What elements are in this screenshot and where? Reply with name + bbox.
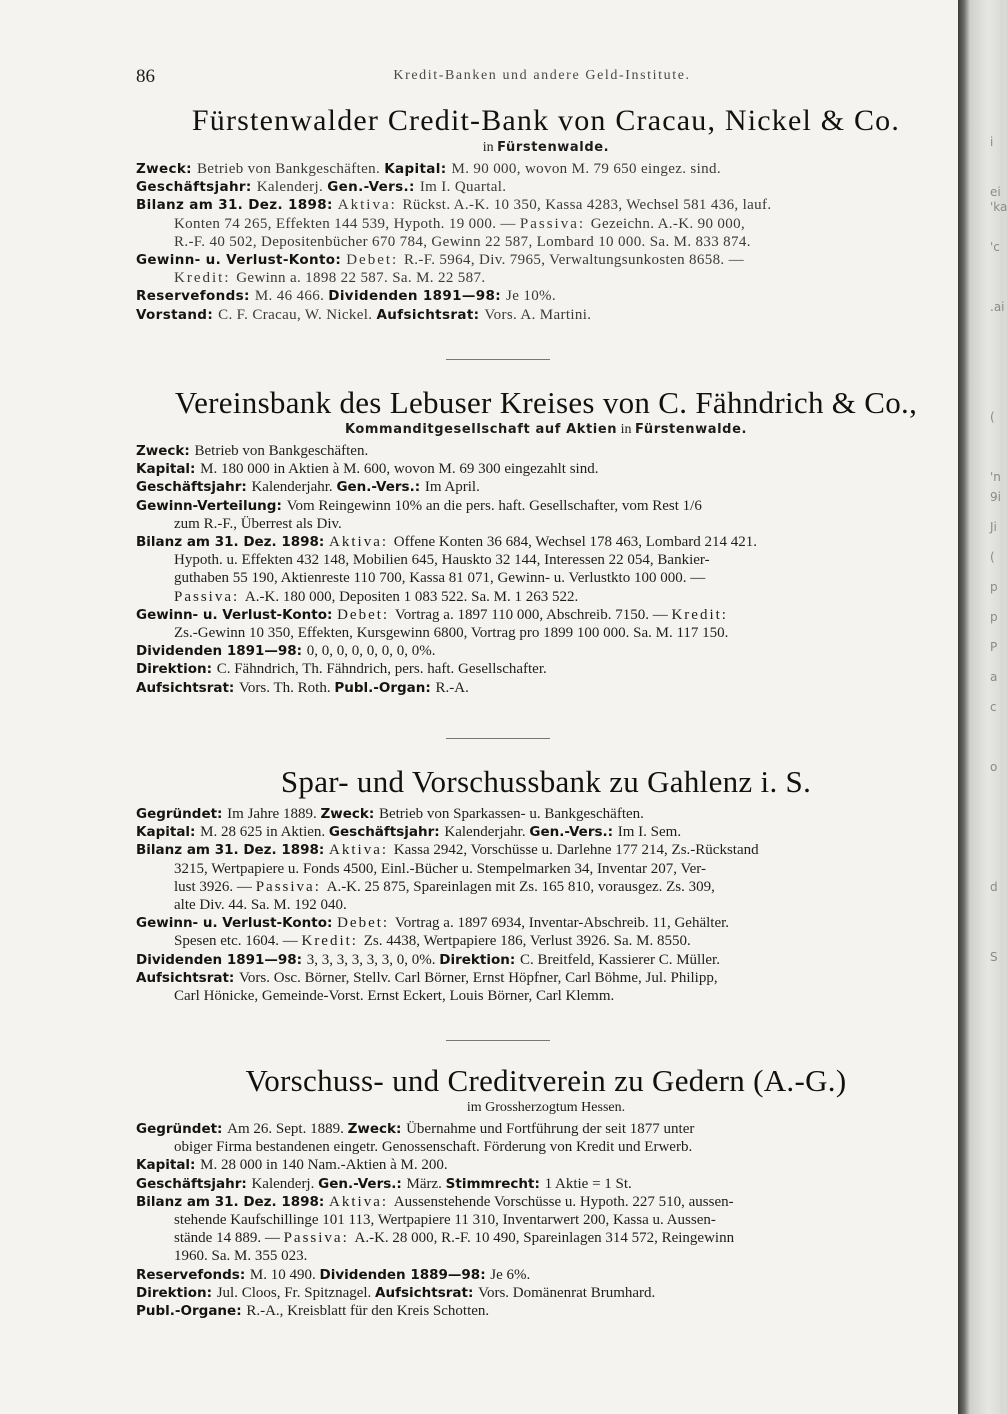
field-label: Aufsichtsrat:	[136, 679, 240, 696]
entry-spar-vorschussbank-gahlenz	[136, 765, 956, 1005]
field-value: Spesen etc. 1604. —	[174, 933, 302, 950]
field-value: M. 180 000 in Aktien à M. 600, wovon M. 69 300 eingezahlt sind.	[200, 461, 599, 478]
field-value: Konten 74 265, Effekten 144 539, Hypoth. 19 000. —	[174, 215, 520, 232]
field-label: Geschäftsjahr:	[328, 824, 445, 841]
field-value: zum R.-F., Überrest als Div.	[174, 515, 342, 532]
account-side-label: Passiva:	[283, 1230, 355, 1247]
edge-fragment: 'ka	[990, 200, 1007, 214]
field-label: Zweck:	[347, 1121, 407, 1137]
entry-line	[136, 841, 956, 859]
entry-line	[136, 178, 956, 196]
account-side-label: Debet:	[337, 915, 395, 932]
field-value: Hypoth. u. Effekten 432 148, Mobilien 645, Hauskto 32 144, Interessen 22 054, Bankier-	[174, 552, 710, 569]
entry-line	[136, 215, 956, 233]
field-label: Publ.-Organe:	[136, 1303, 247, 1320]
edge-fragment: Ji	[990, 520, 997, 534]
page-number: 86	[136, 66, 155, 87]
account-side-label: Debet:	[346, 252, 404, 269]
entry-line	[136, 551, 956, 569]
entry-line	[136, 442, 956, 460]
field-label: Direktion:	[439, 951, 520, 968]
field-value: Gewinn a. 1898 22 587. Sa. M. 22 587.	[236, 270, 486, 287]
edge-fragment: i	[990, 135, 994, 149]
edge-fragment: 'n	[990, 470, 1001, 484]
entry-line	[136, 515, 956, 533]
field-label: Kapital:	[136, 824, 201, 841]
account-side-label: Aktiva:	[329, 534, 394, 551]
field-label: Kapital:	[384, 161, 452, 177]
field-label: Dividenden 1891—98:	[136, 643, 307, 660]
field-value: stehende Kaufschillinge 101 113, Wertpapiere 11 310, Inventarwert 200, Kassa u. Aussen-	[174, 1212, 716, 1229]
edge-fragment: p	[990, 610, 998, 624]
entry-line	[136, 1120, 956, 1138]
entry-place: Fürstenwalde.	[635, 422, 748, 437]
field-label: Geschäftsjahr:	[136, 1175, 252, 1192]
entry-subtitle: im Grossherzogtum Hessen.	[466, 1100, 626, 1115]
field-value: stände 14 889. —	[174, 1230, 284, 1247]
field-value: Betrieb von Bankgeschäften.	[194, 443, 369, 459]
field-value: 0, 0, 0, 0, 0, 0, 0, 0%.	[306, 643, 436, 660]
field-label: Dividenden 1891—98:	[136, 951, 307, 968]
entry-line	[136, 878, 956, 896]
entry-fuerstenwalder-credit-bank	[136, 104, 956, 324]
field-label: Bilanz am 31. Dez. 1898:	[136, 197, 338, 214]
account-side-label: Debet:	[337, 606, 395, 623]
field-value: guthaben 55 190, Aktienreste 110 700, Kassa 81 071, Gewinn- u. Verlustkto 100 000. —	[174, 570, 706, 587]
entry-line	[136, 1284, 956, 1302]
field-label: Zweck:	[136, 443, 195, 459]
field-value: alte Div. 44. Sa. M. 192 040.	[174, 897, 347, 914]
field-value: Kalenderjahr.	[251, 479, 337, 496]
field-value: Vom Reingewinn 10% an die pers. haft. Gesellschafter, vom Rest 1/6	[286, 497, 702, 514]
edge-fragment: ei	[990, 185, 1001, 199]
field-value: Im I. Sem.	[617, 824, 682, 841]
account-side-label: Kredit:	[301, 933, 364, 950]
entry-subtitle: in Fürstenwalde.	[482, 140, 610, 155]
entry-line	[136, 160, 956, 178]
field-label: Gewinn-Verteilung:	[136, 497, 287, 514]
entry-line	[136, 987, 956, 1005]
field-value: obiger Firma bestandenen eingetr. Genossenschaft. Förderung von Kredit und Erwerb.	[174, 1139, 693, 1156]
field-label: Vorstand:	[136, 306, 219, 323]
edge-fragment: 'c	[990, 240, 1000, 254]
field-label: Kapital:	[136, 1157, 201, 1174]
entry-line	[136, 951, 956, 969]
field-label: Aufsichtsrat:	[376, 306, 485, 323]
field-label: Gen.-Vers.:	[318, 1175, 407, 1192]
entry-line	[136, 860, 956, 878]
field-value: M. 10 490.	[249, 1266, 320, 1283]
field-value: Am 26. Sept. 1889.	[227, 1121, 348, 1137]
entry-line	[136, 497, 956, 515]
entry-line	[136, 1193, 956, 1211]
field-label: Gen.-Vers.:	[529, 824, 618, 841]
field-label: Publ.-Organ:	[334, 679, 436, 696]
entry-line	[136, 1247, 956, 1265]
field-value: Je 10%.	[506, 288, 556, 305]
entry-line	[136, 1229, 956, 1247]
entry-line	[136, 1156, 956, 1174]
running-title: Kredit-Banken und andere Geld-Institute.	[393, 68, 691, 83]
field-value: C. F. Cracau, W. Nickel.	[218, 306, 377, 323]
field-value: R.-A., Kreisblatt für den Kreis Schotten.	[246, 1303, 490, 1320]
edge-fragment: (	[990, 550, 995, 564]
field-label: Dividenden 1891—98:	[328, 288, 507, 305]
account-side-label: Aktiva:	[329, 842, 394, 859]
entry-line	[136, 660, 956, 678]
edge-fragment: .ai	[990, 300, 1005, 314]
field-value: Offene Konten 36 684, Wechsel 178 463, Lombard 214 421.	[393, 534, 757, 551]
field-label: Bilanz am 31. Dez. 1898:	[136, 1193, 330, 1210]
running-head	[136, 66, 948, 88]
field-label: Bilanz am 31. Dez. 1898:	[136, 534, 330, 551]
field-value: C. Breitfeld, Kassierer C. Müller.	[519, 951, 720, 968]
entry-subtitle: Kommanditgesellschaft auf Aktien in Fürstenwalde.	[344, 422, 748, 437]
field-label: Gewinn- u. Verlust-Konto:	[136, 252, 347, 269]
field-value: M. 28 000 in 140 Nam.-Aktien à M. 200.	[200, 1157, 448, 1174]
entry-line	[136, 269, 956, 287]
entry-body	[136, 442, 956, 697]
entry-line	[136, 460, 956, 478]
entry-line	[136, 642, 956, 660]
field-label: Reservefonds:	[136, 288, 255, 305]
field-value: 3215, Wertpapiere u. Fonds 4500, Einl.-Bücher u. Stempelmarken 34, Inventar 207, Ver-	[174, 860, 706, 877]
entry-line	[136, 1138, 956, 1156]
entry-line	[136, 533, 956, 551]
field-label: Geschäftsjahr:	[136, 179, 257, 196]
entry-line	[136, 896, 956, 914]
field-value: Zs.-Gewinn 10 350, Effekten, Kursgewinn 6800, Vortrag pro 1899 100 000. Sa. M. 117 150.	[174, 625, 729, 642]
field-value: M. 46 466.	[254, 288, 329, 305]
entry-line	[136, 914, 956, 932]
field-value: Betrieb von Sparkassen- u. Bankgeschäften.	[378, 806, 644, 822]
field-value: A.-K. 25 875, Spareinlagen mit Zs. 165 810, vorausgez. Zs. 309,	[326, 878, 715, 895]
entry-line	[136, 251, 956, 269]
edge-fragment: c	[990, 700, 997, 714]
entry-title: Fürstenwalder Credit-Bank von Cracau, Nickel & Co.	[191, 104, 901, 137]
field-label: Stimmrecht:	[445, 1175, 545, 1192]
field-value: A.-K. 180 000, Depositen 1 083 522. Sa. M. 1 263 522.	[244, 588, 579, 605]
entry-line	[136, 606, 956, 624]
field-value: 1960. Sa. M. 355 023.	[174, 1248, 308, 1265]
edge-fragment: p	[990, 580, 998, 594]
edge-fragment: (	[990, 410, 995, 424]
edge-fragment: P	[990, 640, 998, 654]
account-side-label: Aktiva:	[329, 1193, 394, 1210]
section-divider	[446, 738, 550, 739]
field-value: Vors. A. Martini.	[484, 306, 592, 323]
field-value: R.-F. 5964, Div. 7965, Verwaltungsunkosten 8658. —	[403, 252, 744, 269]
field-value: Je 6%.	[490, 1266, 531, 1283]
field-label: Aufsichtsrat:	[136, 969, 240, 986]
entry-line	[136, 1302, 956, 1320]
entry-place: Fürstenwalde.	[497, 140, 610, 155]
field-value: Übernahme und Fortführung der seit 1877 unter	[406, 1121, 695, 1137]
entry-body	[136, 160, 956, 324]
entry-vereinsbank-lebuser-kreises	[136, 386, 956, 697]
entry-line	[136, 569, 956, 587]
entry-line	[136, 624, 956, 642]
entry-line	[136, 588, 956, 606]
edge-fragment: o	[990, 760, 998, 774]
entry-title: Vereinsbank des Lebuser Kreises von C. Fähndrich & Co.,	[174, 385, 918, 420]
entry-line	[136, 478, 956, 496]
field-label: Gewinn- u. Verlust-Konto:	[136, 915, 338, 932]
field-value: 1 Aktie = 1 St.	[544, 1175, 632, 1192]
entry-line	[136, 969, 956, 987]
field-label: Kapital:	[136, 461, 201, 478]
edge-fragment: 9i	[990, 490, 1001, 504]
field-value: Kalenderj.	[251, 1175, 319, 1192]
field-value: 3, 3, 3, 3, 3, 3, 0, 0%.	[306, 951, 440, 968]
entry-line	[136, 287, 956, 305]
edge-fragment: d	[990, 880, 998, 894]
account-side-label: Kredit:	[671, 606, 728, 623]
field-value: Gezeichn. A.-K. 90 000,	[590, 215, 746, 232]
account-side-label: Aktiva:	[337, 197, 403, 214]
field-label: Reservefonds:	[136, 1266, 250, 1283]
entry-line	[136, 233, 956, 251]
entry-title: Spar- und Vorschussbank zu Gahlenz i. S.	[280, 764, 812, 799]
entry-line	[136, 196, 956, 214]
section-divider	[446, 359, 550, 360]
field-value: Vors. Domänenrat Brumhard.	[478, 1284, 656, 1301]
edge-fragment: S	[990, 950, 998, 964]
field-label: Zweck:	[136, 161, 197, 177]
field-label: Zweck:	[320, 806, 379, 822]
entry-body	[136, 805, 956, 1005]
field-value: lust 3926. —	[174, 878, 256, 895]
entry-line	[136, 679, 956, 697]
field-value: Kalenderjahr.	[444, 824, 530, 841]
field-value: Betrieb von Bankgeschäften.	[196, 161, 385, 177]
field-value: R.-A.	[435, 679, 469, 696]
field-value: März.	[406, 1175, 446, 1192]
field-value: Vors. Osc. Börner, Stellv. Carl Börner, Ernst Höpfner, Carl Böhme, Jul. Philipp,	[239, 969, 718, 986]
field-value: A.-K. 28 000, R.-F. 10 490, Spareinlagen 314 572, Reingewinn	[354, 1230, 735, 1247]
entry-body	[136, 1120, 956, 1320]
section-divider	[446, 1040, 550, 1041]
field-label: Gegründet:	[136, 806, 228, 822]
field-value: Rückst. A.-K. 10 350, Kassa 4283, Wechsel 581 436, lauf.	[402, 197, 772, 214]
entry-line	[136, 1266, 956, 1284]
field-label: Direktion:	[136, 661, 217, 678]
entry-line	[136, 823, 956, 841]
field-label: Gegründet:	[136, 1121, 228, 1137]
field-value: Vortrag a. 1897 6934, Inventar-Abschreib. 11, Gehälter.	[394, 915, 730, 932]
field-value: Aussenstehende Vorschüsse u. Hypoth. 227 510, aussen-	[393, 1193, 734, 1210]
field-label: Geschäftsjahr:	[136, 479, 252, 496]
field-value: M. 90 000, wovon M. 79 650 eingez. sind.	[451, 161, 721, 177]
field-value: Carl Hönicke, Gemeinde-Vorst. Ernst Eckert, Louis Börner, Carl Klemm.	[174, 988, 615, 1005]
edge-fragment: a	[990, 670, 998, 684]
entry-title: Vorschuss- und Creditverein zu Gedern (A.-G.)	[245, 1063, 847, 1098]
field-label: Direktion:	[136, 1284, 217, 1301]
account-side-label: Passiva:	[519, 215, 591, 232]
field-value: Vortrag a. 1897 110 000, Abschreib. 7150. —	[394, 606, 672, 623]
field-label: Dividenden 1889—98:	[319, 1266, 491, 1283]
entry-line	[136, 1211, 956, 1229]
field-value: Vors. Th. Roth.	[239, 679, 335, 696]
account-side-label: Passiva:	[174, 588, 245, 605]
field-value: Im April.	[424, 479, 480, 496]
account-side-label: Kredit:	[174, 270, 237, 287]
field-label: Bilanz am 31. Dez. 1898:	[136, 842, 330, 859]
field-value: Im Jahre 1889.	[227, 806, 321, 822]
field-label: Gewinn- u. Verlust-Konto:	[136, 606, 338, 623]
field-value: Kalenderj.	[256, 179, 328, 196]
field-value: Kassa 2942, Vorschüsse u. Darlehne 177 214, Zs.-Rückstand	[393, 842, 759, 859]
field-value: Jul. Cloos, Fr. Spitznagel.	[216, 1284, 376, 1301]
entry-line	[136, 1175, 956, 1193]
entry-vorschuss-creditverein-gedern	[136, 1064, 956, 1320]
field-value: M. 28 625 in Aktien.	[200, 824, 329, 841]
field-value: Im I. Quartal.	[419, 179, 507, 196]
entry-company-form: Kommanditgesellschaft auf Aktien	[344, 422, 618, 437]
entry-line	[136, 932, 956, 950]
field-label: Aufsichtsrat:	[375, 1284, 479, 1301]
field-value: R.-F. 40 502, Depositenbücher 670 784, Gewinn 22 587, Lombard 10 000. Sa. M. 833 874.	[174, 233, 751, 250]
account-side-label: Passiva:	[255, 878, 327, 895]
field-label: Gen.-Vers.:	[336, 479, 425, 496]
entry-line	[136, 805, 956, 823]
field-label: Gen.-Vers.:	[327, 179, 420, 196]
field-value: C. Fähndrich, Th. Fähndrich, pers. haft. Gesellschafter.	[216, 661, 547, 678]
entry-line	[136, 306, 956, 324]
field-value: Zs. 4438, Wertpapiere 186, Verlust 3926. Sa. M. 8550.	[363, 933, 691, 950]
